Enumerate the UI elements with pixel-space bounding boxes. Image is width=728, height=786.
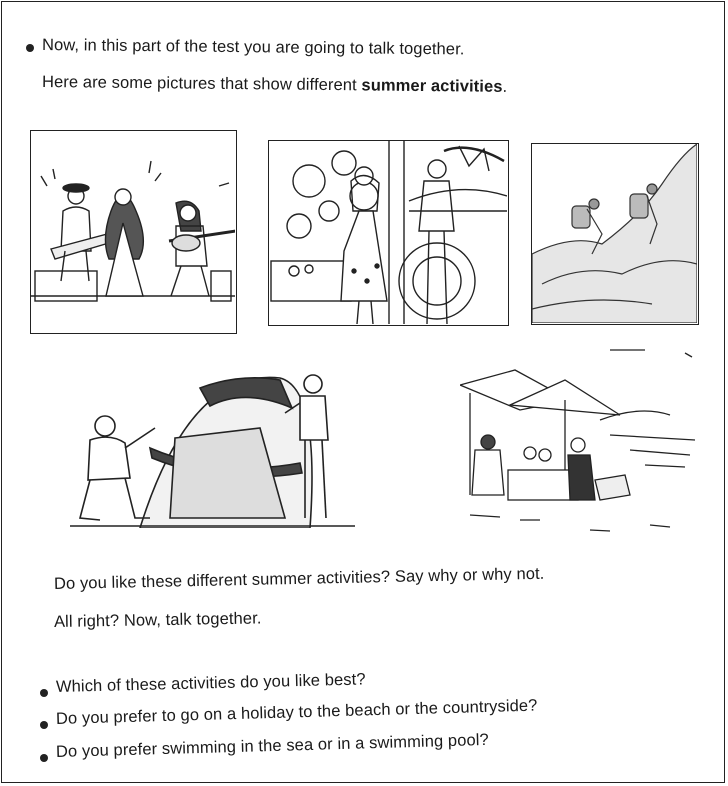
camping-tent-picture: [70, 368, 355, 528]
beach-picnic-picture: [460, 345, 700, 555]
question-3-bullet: [40, 754, 48, 762]
question-1-bullet: [40, 689, 48, 697]
intro-line-2: Here are some pictures that show different summer activities.: [41, 73, 508, 96]
question-1: Which of these activities do you like best?: [55, 670, 366, 696]
question-3: Do you prefer swimming in the sea or in a swimming pool?: [55, 730, 490, 761]
intro-bullet: [26, 44, 34, 52]
intro-line-1: Now, in this part of the test you are going to talk together.: [41, 36, 465, 59]
question-2: Do you prefer to go on a holiday to the beach or the countryside?: [55, 696, 538, 728]
prompt-line-2: All right? Now, talk together.: [53, 609, 262, 631]
pool-and-beach-picture: [268, 140, 509, 326]
intro-bold-phrase: summer activities: [361, 76, 503, 96]
question-2-bullet: [40, 721, 48, 729]
hiking-picture: [531, 143, 699, 325]
prompt-line-1: Do you like these different summer activities? Say why or why not.: [53, 564, 545, 593]
concert-picture: [30, 130, 237, 334]
